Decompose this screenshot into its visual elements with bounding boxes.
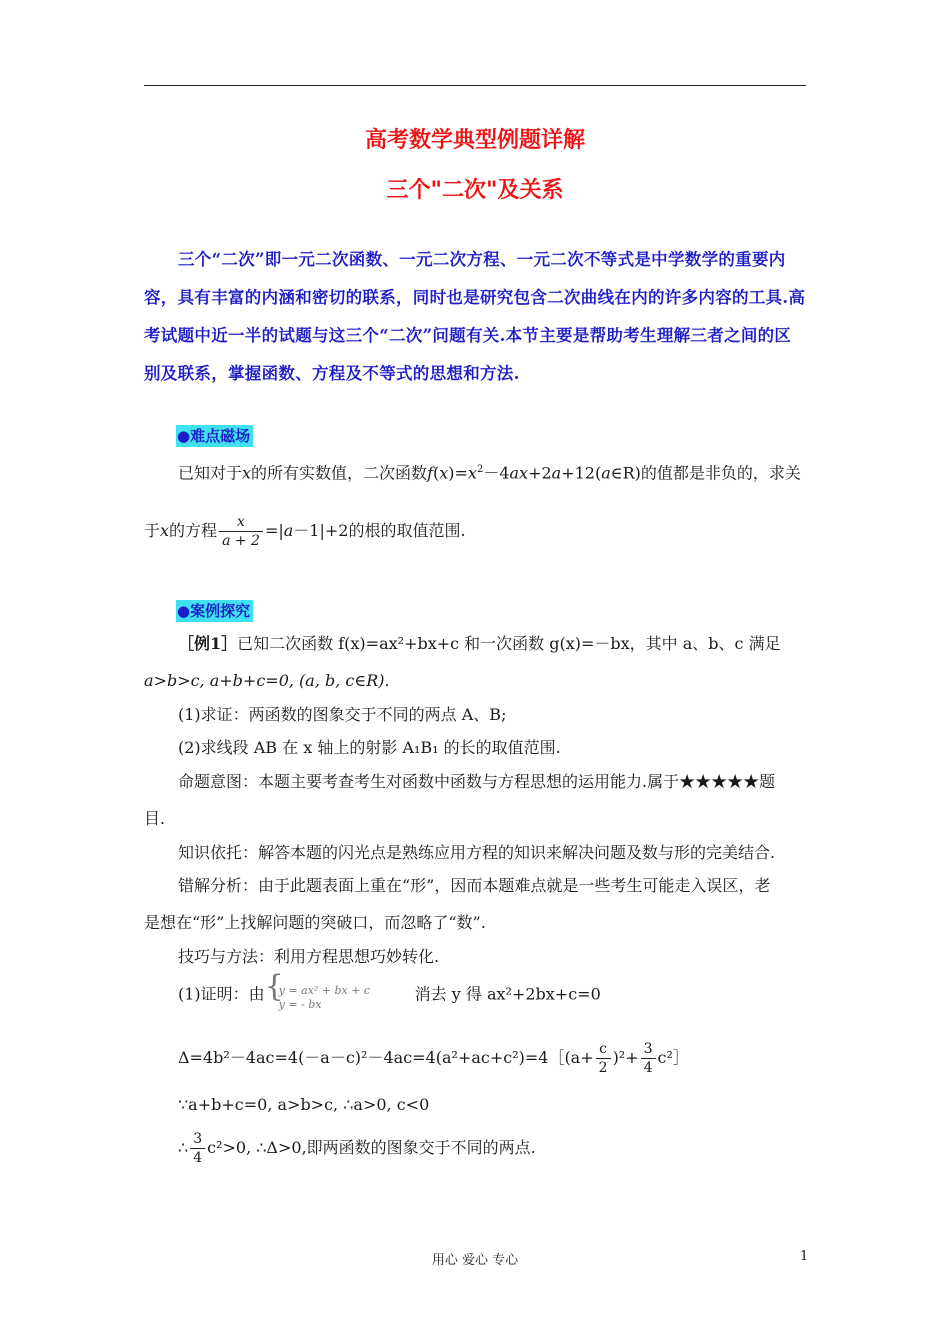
fraction-numerator: 3 (190, 1130, 205, 1149)
text: =| (264, 521, 284, 540)
page-subtitle: 三个"二次"及关系 (386, 177, 564, 203)
fraction-numerator: x (219, 513, 263, 532)
var-a: a (601, 463, 611, 483)
var-a: a (283, 521, 294, 540)
left-brace: { (264, 969, 284, 1004)
fraction-numerator: 3 (641, 1040, 656, 1059)
method-line: 技巧与方法：利用方程思想巧妙转化. (178, 947, 440, 966)
example-line-1 (178, 633, 781, 655)
func-f: f (427, 463, 433, 483)
fraction (596, 1040, 611, 1077)
page-number: 1 (800, 1249, 809, 1264)
text: －1|+2的根的取值范围. (293, 521, 466, 540)
fraction (219, 513, 263, 550)
exponent: 2 (476, 464, 484, 475)
intent-line-2: 目. (144, 809, 166, 828)
var-a: a (551, 463, 562, 483)
system-equation-2: y = - bx (278, 998, 322, 1011)
text: 的所有实数值，二次函数 (251, 463, 428, 483)
text: )²+ (612, 1048, 639, 1067)
intent-line-1: 命题意图：本题主要考查考生对函数中函数与方程思想的运用能力.属于★★★★★题 (178, 772, 776, 791)
text: Δ=4b²－4ac=4(－a－c)²－4ac=4(a²+ac+c²)=4［(a+ (178, 1048, 594, 1067)
term-ax: ax (509, 463, 529, 483)
page-title: 高考数学典型例题详解 (364, 127, 585, 153)
fraction-denominator: 4 (193, 1150, 203, 1166)
delta-line (178, 1040, 689, 1077)
text: ∈R)的值都是非负的，求关 (610, 463, 801, 483)
footer-text: 用心 爱心 专心 (431, 1253, 519, 1268)
var-x: x (439, 463, 449, 483)
text: 消去 y 得 ax²+2bx+c=0 (414, 984, 601, 1004)
text: 的方程 (169, 521, 218, 540)
question-2: (2)求线段 AB 在 x 轴上的射影 A₁B₁ 的长的取值范围. (178, 738, 561, 757)
knowledge-line: 知识依托：解答本题的闪光点是熟练应用方程的知识来解决问题及数与形的完美结合. (178, 843, 776, 862)
error-line-1: 错解分析：由于此题表面上重在“形”，因而本题难点就是一些考生可能走入误区，老 (178, 876, 771, 895)
text: )= (448, 463, 468, 483)
example-label: ［例1］ (178, 634, 238, 653)
therefore-line (178, 1130, 536, 1167)
text: +2 (528, 463, 552, 483)
problem-line-1 (178, 459, 801, 484)
intro-paragraph: 三个“二次”即一元二次函数、一元二次方程、一元二次不等式是中学数学的重要内容，具有丰富的内涵和密切的联系，同时也是研究包含二次曲线在内的许多内容的工具.高考试题中近一半的试题与这三个“二次”问题有关.本节主要是帮助考生理解三者之间的区别及联系，掌握函数、方程及不等式的思想和方法. (144, 250, 806, 383)
text: +12( (561, 463, 602, 483)
example-line-2: a>b>c, a+b+c=0, (a, b, c∈R). (144, 671, 390, 690)
equation-system (264, 969, 415, 1011)
var-x: x (160, 521, 170, 540)
text: －4 (483, 463, 510, 483)
text: ( (432, 463, 440, 483)
example-text: 已知二次函数 f(x)=ax²+bx+c 和一次函数 g(x)=－bx，其中 a、b、c 满足 (237, 634, 781, 653)
proof-line-1 (178, 969, 601, 1011)
question-1: (1)求证：两函数的图象交于不同的两点 A、B; (178, 705, 507, 724)
fraction-numerator: c (596, 1040, 611, 1059)
because-line: ∵a+b+c=0, a>b>c, ∴a>0, c<0 (178, 1095, 430, 1114)
problem-line-2 (144, 513, 466, 550)
text: 于 (144, 521, 161, 540)
section-tag-cases: ●案例探究 (176, 600, 253, 622)
section-tag-difficulty: ●难点磁场 (176, 425, 253, 447)
header-rule (144, 85, 806, 86)
text: c²>0, ∴Δ>0,即两函数的图象交于不同的两点. (207, 1138, 536, 1157)
error-line-2: 是想在“形”上找解问题的突破口，而忽略了“数”. (144, 913, 486, 932)
fraction (190, 1130, 205, 1167)
var-x: x (467, 463, 477, 483)
text: 已知对于 (178, 463, 243, 483)
fraction-denominator: 2 (598, 1060, 608, 1076)
fraction-denominator: a + 2 (222, 533, 260, 549)
text: ∴ (178, 1138, 189, 1157)
fraction (641, 1040, 656, 1077)
text: (1)证明：由 (178, 984, 265, 1004)
fraction-denominator: 4 (643, 1060, 653, 1076)
system-equation-1: y = ax² + bx + c (278, 984, 371, 997)
var-x: x (242, 463, 252, 483)
text: c²］ (657, 1048, 689, 1067)
